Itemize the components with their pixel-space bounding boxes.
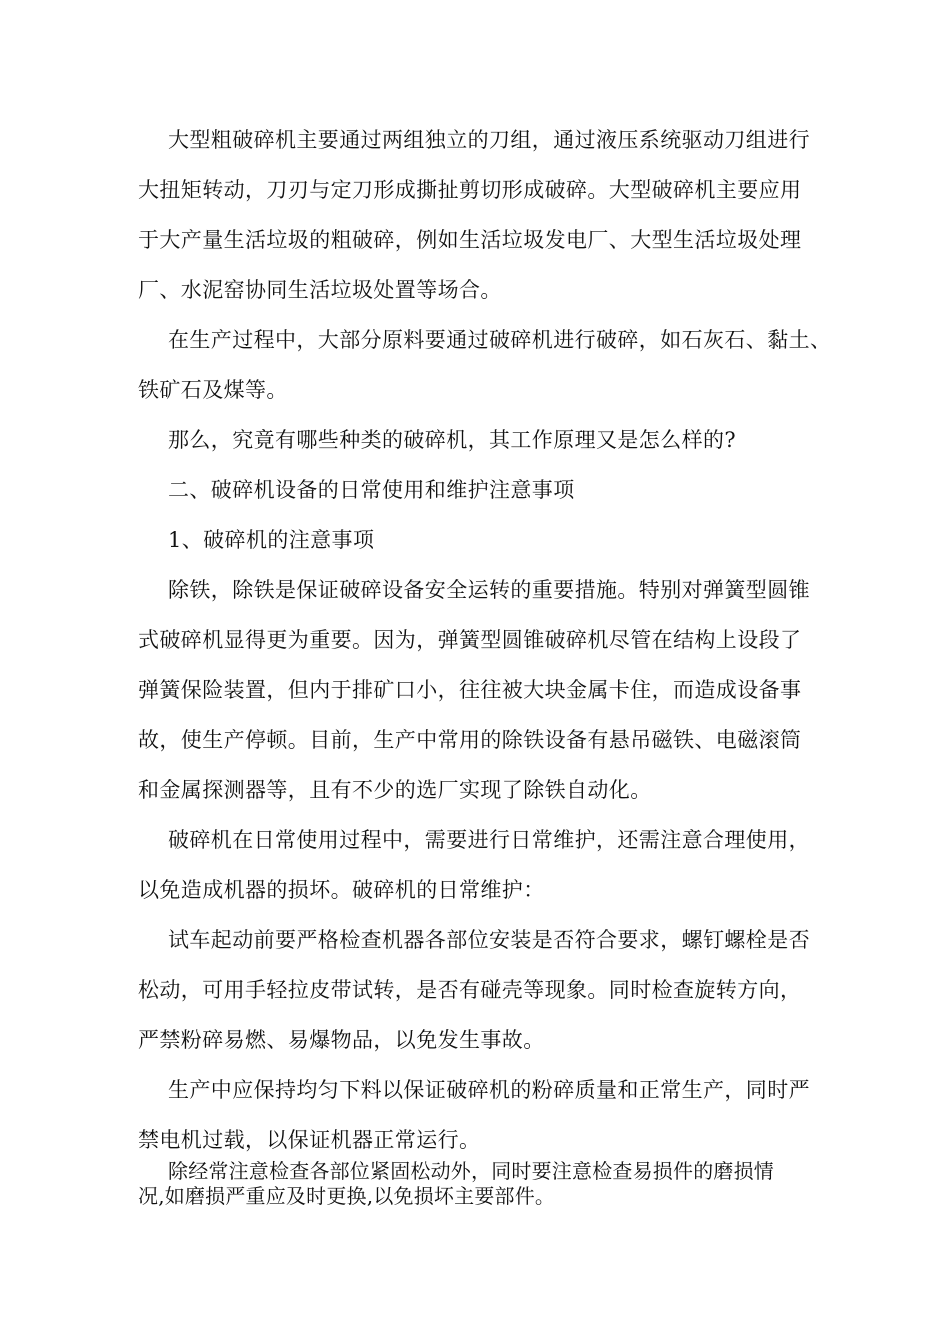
text-line: 生产中应保持均匀下料以保证破碎机的粉碎质量和正常生产，同时严 (168, 1078, 810, 1102)
text-line: 禁电机过载，以保证机器正常运行。 (138, 1128, 481, 1152)
text-line: 破碎机在日常使用过程中，需要进行日常维护，还需注意合理使用， (168, 828, 810, 852)
text-line: 那么，究竟有哪些种类的破碎机，其工作原理又是怎么样的? (168, 428, 737, 452)
text-line: 除经常注意检查各部位紧固松动外，同时要注意检查易损件的磨损情 (168, 1159, 774, 1183)
text-line: 式破碎机显得更为重要。因为，弹簧型圆锥破碎机尽管在结构上设段了 (138, 628, 802, 652)
text-line: 松动，可用手轻拉皮带试转，是否有碰壳等现象。同时检查旋转方向， (138, 978, 802, 1002)
text-line: 大型粗破碎机主要通过两组独立的刀组，通过液压系统驱动刀组进行 (168, 128, 810, 152)
text-line: 铁矿石及煤等。 (138, 378, 288, 402)
text-line: 厂、水泥窑协同生活垃圾处置等场合。 (138, 278, 502, 302)
text-line: 大扭矩转动，刀刃与定刀形成撕扯剪切形成破碎。大型破碎机主要应用 (138, 178, 802, 202)
text-line: 试车起动前要严格检查机器各部位安装是否符合要求，螺钉螺栓是否 (168, 928, 810, 952)
text-line: 况,如磨损严重应及时更换,以免损坏主要部件。 (138, 1184, 556, 1208)
text-line: 除铁，除铁是保证破碎设备安全运转的重要措施。特别对弹簧型圆锥 (168, 578, 810, 602)
text-line: 和金属探测器等，且有不少的选厂实现了除铁自动化。 (138, 778, 652, 802)
text-line: 在生产过程中，大部分原料要通过破碎机进行破碎，如石灰石、黏土、 (168, 328, 832, 352)
section-heading: 二、破碎机设备的日常使用和维护注意事项 (168, 478, 575, 502)
text-line: 严禁粉碎易燃、易爆物品，以免发生事故。 (138, 1028, 545, 1052)
text-line: 以免造成机器的损坏。破碎机的日常维护： (138, 878, 545, 902)
subsection-heading: 1、破碎机的注意事项 (168, 528, 375, 552)
text-line: 于大产量生活垃圾的粗破碎，例如生活垃圾发电厂、大型生活垃圾处理 (138, 228, 802, 252)
text-line: 弹簧保险装置，但内于排矿口小，往往被大块金属卡住，而造成设备事 (138, 678, 802, 702)
text-line: 故，使生产停顿。目前，生产中常用的除铁设备有悬吊磁铁、电磁滚筒 (138, 728, 802, 752)
